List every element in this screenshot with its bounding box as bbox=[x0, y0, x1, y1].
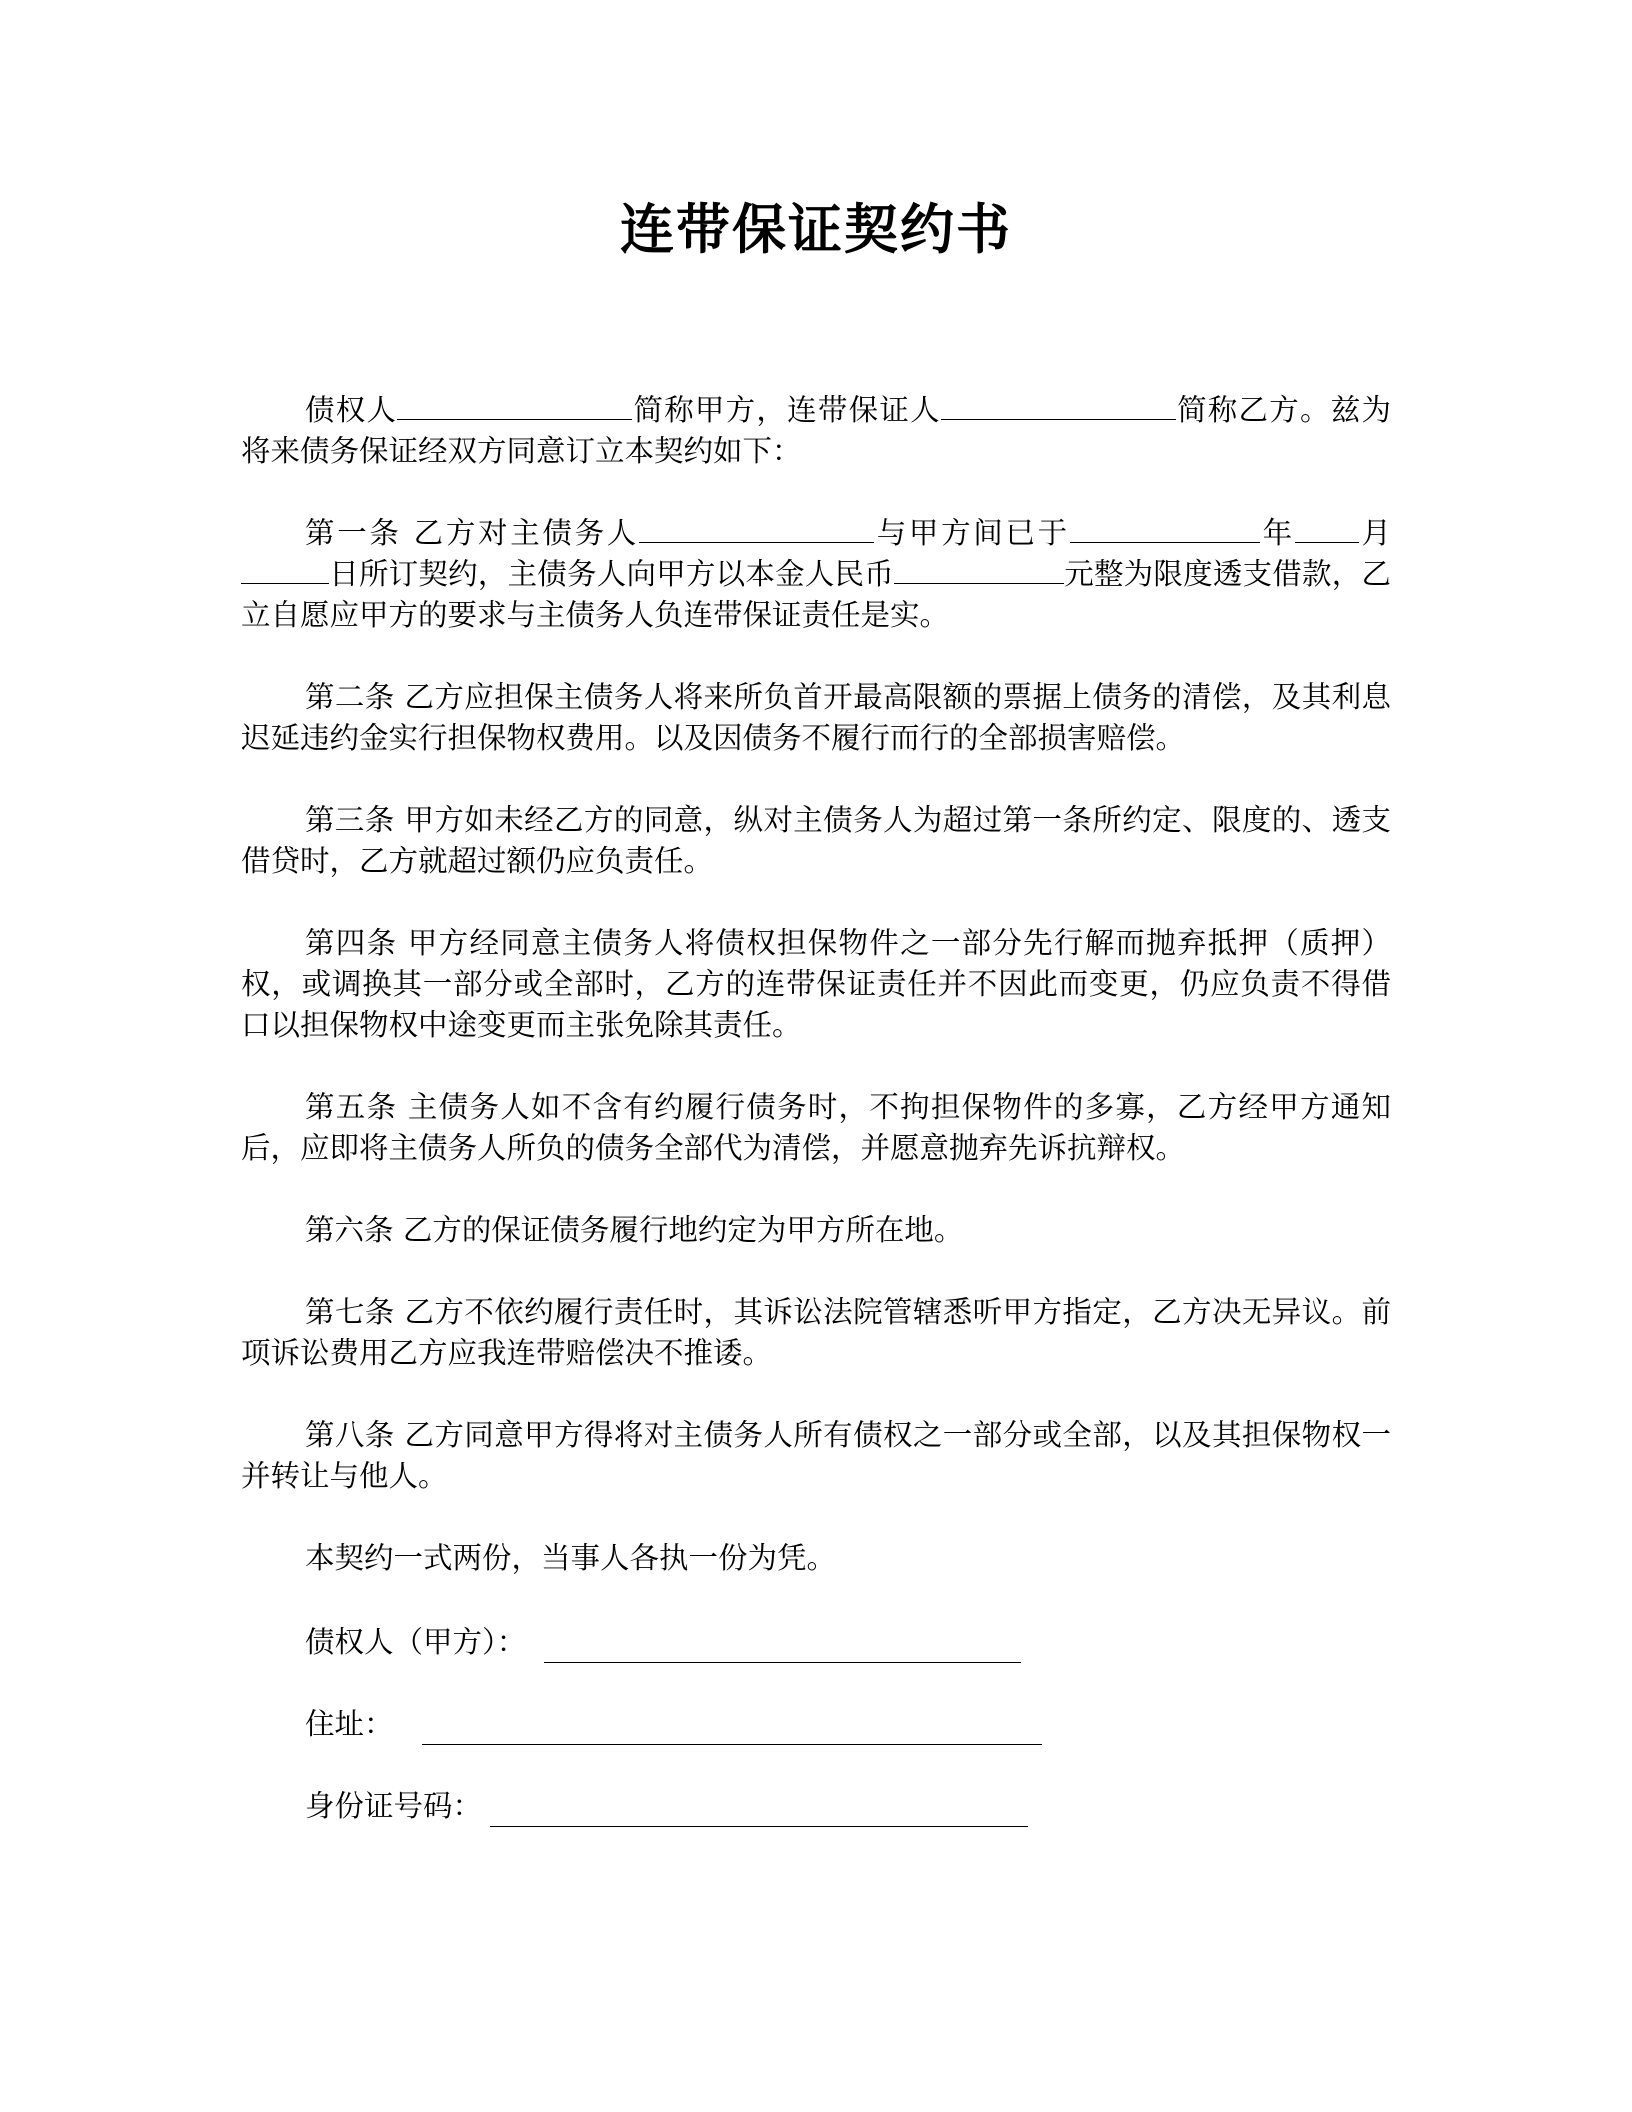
article-1-text-6: 元整为限度透支借款，乙立自愿应甲方的要求与主债务人负连带保证责任是实。 bbox=[241, 557, 1391, 632]
article-6-paragraph: 第六条 乙方的保证债务履行地约定为甲方所在地。 bbox=[305, 1213, 964, 1247]
id-number-line bbox=[490, 1796, 1028, 1827]
document-body bbox=[241, 390, 1391, 1620]
article-5-paragraph: 第五条 主债务人如不含有约履行债务时，不拘担保物件的多寡，乙方经甲方通知后，应即将主债务人所负的债务全部代为清偿，并愿意抛弃先诉抗辩权。 bbox=[241, 1090, 1391, 1165]
id-number-row bbox=[305, 1786, 1028, 1827]
article-3-paragraph: 第三条 甲方如未经乙方的同意，纵对主债务人为超过第一条所约定、限度的、透支借贷时，乙方就超过额仍应负责任。 bbox=[241, 803, 1391, 878]
preamble-text-3: 简称乙方。兹为将来债务保证经双方同意订立本契约如下： bbox=[241, 393, 1391, 468]
creditor-signature-line bbox=[544, 1632, 1021, 1663]
contract-day-blank bbox=[241, 557, 329, 584]
address-label: 住址： bbox=[305, 1707, 394, 1741]
contract-year-blank bbox=[1070, 516, 1260, 543]
article-1-text-4: 月 bbox=[1358, 516, 1391, 550]
guarantor-name-blank bbox=[941, 393, 1176, 420]
article-8-paragraph: 第八条 乙方同意甲方得将对主债务人所有债权之一部分或全部，以及其担保物权一并转让与他人。 bbox=[241, 1418, 1391, 1493]
article-1-paragraph bbox=[241, 513, 1391, 636]
creditor-signature-row bbox=[305, 1622, 1021, 1663]
article-7-paragraph: 第七条 乙方不依约履行责任时，其诉讼法院管辖悉听甲方指定，乙方决无异议。前项诉讼费用乙方应我连带赔偿决不推诿。 bbox=[241, 1295, 1391, 1370]
creditor-name-blank bbox=[397, 393, 632, 420]
article-4-paragraph: 第四条 甲方经同意主债务人将债权担保物件之一部分先行解而抛弃抵押（质押）权，或调换其一部分或全部时，乙方的连带保证责任并不因此而变更，仍应负责不得借口以担保物权中途变更而主张免除其责任。 bbox=[241, 926, 1391, 1042]
debtor-name-blank bbox=[639, 516, 874, 543]
preamble-text-1: 债权人 bbox=[305, 393, 398, 427]
preamble-text-2: 简称甲方，连带保证人 bbox=[632, 393, 941, 427]
document-title: 连带保证契约书 bbox=[620, 198, 1012, 261]
article-2-paragraph: 第二条 乙方应担保主债务人将来所负首开最高限额的票据上债务的清偿，及其利息迟延违约金实行担保物权费用。以及因债务不履行而行的全部损害赔偿。 bbox=[241, 680, 1391, 755]
id-number-label: 身份证号码： bbox=[305, 1789, 483, 1823]
address-line bbox=[422, 1714, 1042, 1745]
creditor-signature-label: 债权人（甲方）： bbox=[305, 1625, 527, 1659]
article-1-text-5: 日所订契约，主债务人向甲方以本金人民币 bbox=[329, 557, 894, 591]
preamble-paragraph bbox=[241, 390, 1391, 472]
principal-amount-blank bbox=[894, 557, 1064, 584]
article-1-text-3: 年 bbox=[1259, 516, 1295, 550]
article-1-text-1: 第一条 乙方对主债务人 bbox=[305, 516, 640, 550]
contract-month-blank bbox=[1295, 516, 1359, 543]
copies-paragraph: 本契约一式两份，当事人各执一份为凭。 bbox=[305, 1541, 837, 1575]
article-1-text-2: 与甲方间已于 bbox=[874, 516, 1070, 550]
address-row bbox=[305, 1704, 1042, 1745]
